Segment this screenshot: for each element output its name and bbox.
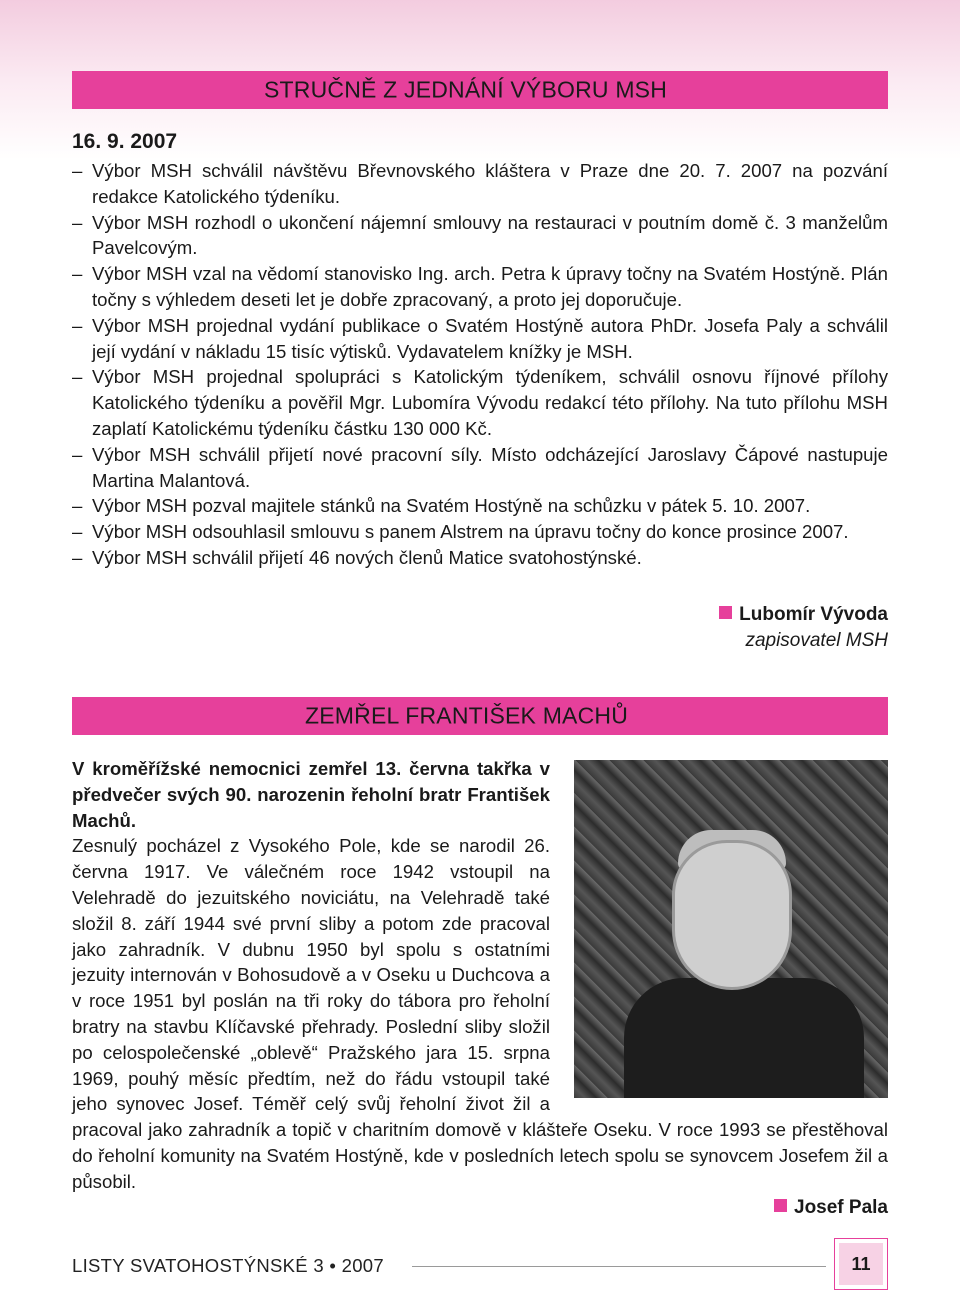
photo-head-shape [672, 840, 792, 990]
square-bullet-icon [719, 606, 732, 619]
meeting-date: 16. 9. 2007 [72, 130, 178, 153]
signature-name: Josef Pala [794, 1197, 888, 1218]
article-lead: V kroměřížské nemocnici zemřel 13. června takřka v předvečer svých 90. narozenin řeholní bratr František Machů. [72, 758, 550, 831]
list-item: – Výbor MSH schválil přijetí 46 nových členů Matice svatohostýnské. [72, 545, 888, 571]
list-item: – Výbor MSH rozhodl o ukončení nájemní smlouvy na restauraci v poutním domě č. 3 manželům Pavelcovým. [72, 210, 888, 262]
signature-name: Lubomír Vývoda [739, 604, 888, 625]
article-body: Zesnulý pocházel z Vysokého Pole, kde se narodil 26. června 1917. Ve válečném roce 1942 vstoupil na Velehradě do jezuitského noviciátu, na Velehradě také složil 8. září 1944 své první sliby a potom zde pracoval jako zahradník. V dubnu 1950 byl spolu s ostatními jezuity internován v Bohosudově a v Oseku u Duchcova a v roce 1951 byl poslán na tři roky do tábora pro řeholní bratry na stavbu Klíčavské přehrady. Poslední sliby složil po celospolečenské „oblevě“ Pražského jara 15. srpna 1969, pouhý měsíc předtím, než do řádu vstoupil také jeho synovec Josef. Téměř celý svůj řeholní život žil a pracoval jako zahradník a topič v charitním domově v klášteře Oseku. V roce 1993 se přestěhoval do řeholní komunity na Svatém Hostýně, kde v posledních letech spolu se synovcem Josefem žil a působil. [72, 835, 888, 1192]
footer-divider [412, 1266, 826, 1267]
list-item: – Výbor MSH schválil návštěvu Břevnovského kláštera v Praze dne 20. 7. 2007 na pozvání redakce Katolického týdeníku. [72, 158, 888, 210]
section2-title: ZEMŘEL FRANTIŠEK MACHŮ [305, 702, 629, 729]
publication-name: LISTY SVATOHOSTÝNSKÉ 3 • 2007 [72, 1255, 384, 1276]
list-item: – Výbor MSH pozval majitele stánků na Svatém Hostýně na schůzku v pátek 5. 10. 2007. [72, 493, 888, 519]
meeting-items-list [72, 158, 888, 571]
section2-title-band [72, 697, 888, 735]
square-bullet-icon [774, 1199, 787, 1212]
page-footer [72, 1252, 888, 1282]
section1-signature [719, 602, 888, 654]
list-item: – Výbor MSH projednal vydání publikace o Svatém Hostýně autora PhDr. Josefa Paly a schválil její vydání v nákladu 15 tisíc výtisků. Vydavatelem knížky je MSH. [72, 313, 888, 365]
page-number-box [834, 1238, 888, 1290]
obituary-article [72, 756, 888, 1195]
list-item: – Výbor MSH odsouhlasil smlouvu s panem Alstrem na úpravu točny do konce prosince 2007. [72, 519, 888, 545]
section2-signature [774, 1197, 888, 1219]
section1-title: STRUČNĚ Z JEDNÁNÍ VÝBORU MSH [264, 76, 668, 103]
portrait-photo [574, 760, 888, 1098]
list-item: – Výbor MSH schválil přijetí nové pracovní síly. Místo odcházející Jaroslavy Čápové nastupuje Martina Malantová. [72, 442, 888, 494]
page-number: 11 [839, 1243, 883, 1285]
list-item: – Výbor MSH vzal na vědomí stanovisko Ing. arch. Petra k úpravy točny na Svatém Hostýně. Plán točny s výhledem deseti let je dobře zpracovaný, a proto jej doporučuje. [72, 261, 888, 313]
list-item: – Výbor MSH projednal spolupráci s Katolickým týdeníkem, schválil osnovu říjnové přílohy Katolického týdeníku a pověřil Mgr. Lubomíra Vývodu redakcí této přílohy. Na tuto přílohu MSH zaplatí Katolickému týdeníku částku 130 000 Kč. [72, 364, 888, 441]
photo-body-shape [624, 978, 864, 1098]
section1-title-band [72, 71, 888, 109]
signature-role: zapisovatel MSH [745, 630, 888, 651]
